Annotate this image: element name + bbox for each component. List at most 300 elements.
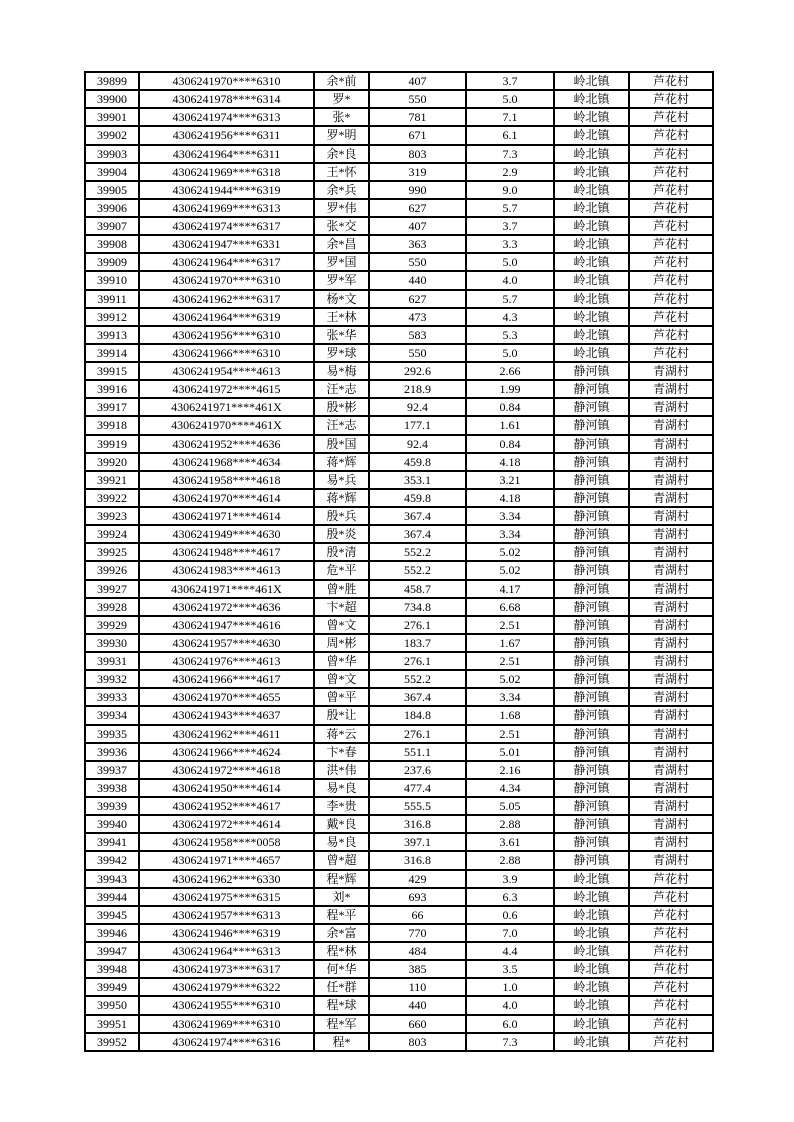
cell-serial-number: 39899 xyxy=(85,72,139,90)
cell-masked-name: 程*军 xyxy=(314,1015,369,1033)
cell-serial-number: 39919 xyxy=(85,435,139,453)
cell-amount: 583 xyxy=(369,326,466,344)
cell-serial-number: 39923 xyxy=(85,507,139,525)
cell-serial-number: 39937 xyxy=(85,761,139,779)
cell-serial-number: 39912 xyxy=(85,308,139,326)
cell-amount: 555.5 xyxy=(369,797,466,815)
cell-town: 岭北镇 xyxy=(554,253,629,271)
cell-masked-name: 罗*军 xyxy=(314,271,369,289)
cell-serial-number: 39903 xyxy=(85,145,139,163)
cell-serial-number: 39900 xyxy=(85,90,139,108)
cell-amount: 552.2 xyxy=(369,670,466,688)
table-row xyxy=(85,652,713,670)
cell-masked-name: 程*林 xyxy=(314,942,369,960)
cell-amount: 803 xyxy=(369,1033,466,1051)
cell-village: 青湖村 xyxy=(629,489,713,507)
cell-amount: 183.7 xyxy=(369,634,466,652)
cell-amount: 458.7 xyxy=(369,580,466,598)
cell-village: 青湖村 xyxy=(629,580,713,598)
cell-town: 静河镇 xyxy=(554,362,629,380)
cell-masked-name: 蒋*云 xyxy=(314,725,369,743)
table-row xyxy=(85,779,713,797)
cell-amount: 627 xyxy=(369,199,466,217)
cell-town: 静河镇 xyxy=(554,725,629,743)
table-row xyxy=(85,344,713,362)
table-row xyxy=(85,634,713,652)
cell-amount: 552.2 xyxy=(369,543,466,561)
cell-amount-secondary: 0.84 xyxy=(466,398,554,416)
cell-town: 静河镇 xyxy=(554,815,629,833)
cell-masked-id-number: 4306241962****6330 xyxy=(139,870,314,888)
cell-amount: 218.9 xyxy=(369,380,466,398)
cell-village: 芦花村 xyxy=(629,1033,713,1051)
cell-village: 青湖村 xyxy=(629,634,713,652)
cell-amount: 397.1 xyxy=(369,833,466,851)
cell-amount: 184.8 xyxy=(369,706,466,724)
cell-masked-name: 曾*文 xyxy=(314,616,369,634)
cell-amount: 177.1 xyxy=(369,416,466,434)
cell-masked-id-number: 4306241979****6322 xyxy=(139,978,314,996)
cell-masked-name: 张*交 xyxy=(314,217,369,235)
cell-amount-secondary: 7.3 xyxy=(466,145,554,163)
cell-village: 芦花村 xyxy=(629,870,713,888)
table-row xyxy=(85,271,713,289)
cell-serial-number: 39909 xyxy=(85,253,139,271)
cell-town: 静河镇 xyxy=(554,380,629,398)
table-row xyxy=(85,888,713,906)
cell-amount-secondary: 4.0 xyxy=(466,271,554,289)
cell-masked-name: 易*良 xyxy=(314,779,369,797)
cell-serial-number: 39931 xyxy=(85,652,139,670)
table-row xyxy=(85,163,713,181)
cell-town: 静河镇 xyxy=(554,580,629,598)
cell-serial-number: 39935 xyxy=(85,725,139,743)
cell-amount-secondary: 2.66 xyxy=(466,362,554,380)
cell-amount: 292.6 xyxy=(369,362,466,380)
cell-serial-number: 39938 xyxy=(85,779,139,797)
cell-masked-id-number: 4306241962****6317 xyxy=(139,290,314,308)
cell-masked-name: 洪*伟 xyxy=(314,761,369,779)
cell-village: 青湖村 xyxy=(629,797,713,815)
cell-village: 青湖村 xyxy=(629,815,713,833)
table-row xyxy=(85,580,713,598)
cell-amount-secondary: 4.4 xyxy=(466,942,554,960)
cell-amount-secondary: 2.51 xyxy=(466,616,554,634)
cell-masked-id-number: 4306241946****6319 xyxy=(139,924,314,942)
cell-masked-name: 罗*伟 xyxy=(314,199,369,217)
cell-masked-name: 易*兵 xyxy=(314,471,369,489)
cell-amount-secondary: 4.18 xyxy=(466,453,554,471)
cell-village: 芦花村 xyxy=(629,108,713,126)
cell-serial-number: 39949 xyxy=(85,978,139,996)
cell-town: 静河镇 xyxy=(554,833,629,851)
table-row xyxy=(85,72,713,90)
cell-masked-id-number: 4306241969****6318 xyxy=(139,163,314,181)
cell-serial-number: 39940 xyxy=(85,815,139,833)
cell-serial-number: 39918 xyxy=(85,416,139,434)
cell-masked-id-number: 4306241970****4655 xyxy=(139,688,314,706)
cell-town: 静河镇 xyxy=(554,652,629,670)
cell-masked-name: 王*怀 xyxy=(314,163,369,181)
table-row xyxy=(85,145,713,163)
cell-town: 岭北镇 xyxy=(554,163,629,181)
cell-amount: 92.4 xyxy=(369,398,466,416)
cell-town: 静河镇 xyxy=(554,779,629,797)
cell-amount-secondary: 3.7 xyxy=(466,72,554,90)
cell-amount-secondary: 2.51 xyxy=(466,725,554,743)
cell-town: 静河镇 xyxy=(554,543,629,561)
cell-amount-secondary: 9.0 xyxy=(466,181,554,199)
table-row xyxy=(85,942,713,960)
table-row xyxy=(85,416,713,434)
table-row xyxy=(85,1033,713,1051)
cell-serial-number: 39916 xyxy=(85,380,139,398)
cell-town: 岭北镇 xyxy=(554,978,629,996)
table-row xyxy=(85,815,713,833)
cell-amount-secondary: 4.3 xyxy=(466,308,554,326)
cell-masked-id-number: 4306241956****6310 xyxy=(139,326,314,344)
cell-amount: 671 xyxy=(369,126,466,144)
cell-masked-id-number: 4306241971****4614 xyxy=(139,507,314,525)
cell-amount-secondary: 6.1 xyxy=(466,126,554,144)
cell-town: 岭北镇 xyxy=(554,344,629,362)
cell-masked-name: 曾*平 xyxy=(314,688,369,706)
cell-amount: 316.8 xyxy=(369,851,466,869)
cell-amount: 407 xyxy=(369,72,466,90)
cell-masked-name: 余*兵 xyxy=(314,181,369,199)
cell-masked-name: 蒋*辉 xyxy=(314,489,369,507)
cell-village: 青湖村 xyxy=(629,833,713,851)
cell-masked-name: 刘* xyxy=(314,888,369,906)
cell-village: 青湖村 xyxy=(629,507,713,525)
table-row xyxy=(85,851,713,869)
table-row xyxy=(85,253,713,271)
cell-amount-secondary: 7.1 xyxy=(466,108,554,126)
cell-town: 静河镇 xyxy=(554,706,629,724)
table-row xyxy=(85,380,713,398)
cell-serial-number: 39933 xyxy=(85,688,139,706)
cell-village: 青湖村 xyxy=(629,398,713,416)
cell-village: 青湖村 xyxy=(629,525,713,543)
cell-masked-name: 余*富 xyxy=(314,924,369,942)
cell-serial-number: 39934 xyxy=(85,706,139,724)
cell-masked-id-number: 4306241952****4617 xyxy=(139,797,314,815)
cell-serial-number: 39936 xyxy=(85,743,139,761)
cell-amount: 316.8 xyxy=(369,815,466,833)
cell-amount-secondary: 1.99 xyxy=(466,380,554,398)
cell-masked-name: 杨*文 xyxy=(314,290,369,308)
cell-masked-id-number: 4306241944****6319 xyxy=(139,181,314,199)
cell-town: 静河镇 xyxy=(554,616,629,634)
cell-village: 芦花村 xyxy=(629,163,713,181)
cell-masked-id-number: 4306241962****4611 xyxy=(139,725,314,743)
cell-village: 青湖村 xyxy=(629,416,713,434)
cell-village: 芦花村 xyxy=(629,978,713,996)
cell-masked-id-number: 4306241947****6331 xyxy=(139,235,314,253)
cell-masked-name: 汪*志 xyxy=(314,416,369,434)
cell-village: 青湖村 xyxy=(629,761,713,779)
cell-amount: 276.1 xyxy=(369,725,466,743)
cell-masked-id-number: 4306241964****6319 xyxy=(139,308,314,326)
cell-amount: 459.8 xyxy=(369,489,466,507)
cell-masked-name: 周*彬 xyxy=(314,634,369,652)
cell-amount-secondary: 3.5 xyxy=(466,960,554,978)
cell-masked-id-number: 4306241970****6310 xyxy=(139,72,314,90)
cell-town: 静河镇 xyxy=(554,561,629,579)
cell-amount-secondary: 2.9 xyxy=(466,163,554,181)
cell-town: 岭北镇 xyxy=(554,308,629,326)
cell-town: 静河镇 xyxy=(554,670,629,688)
cell-amount: 770 xyxy=(369,924,466,942)
cell-masked-id-number: 4306241974****6313 xyxy=(139,108,314,126)
cell-masked-id-number: 4306241956****6311 xyxy=(139,126,314,144)
cell-amount: 473 xyxy=(369,308,466,326)
cell-masked-id-number: 4306241974****6316 xyxy=(139,1033,314,1051)
cell-town: 岭北镇 xyxy=(554,888,629,906)
cell-town: 岭北镇 xyxy=(554,1015,629,1033)
cell-town: 岭北镇 xyxy=(554,906,629,924)
cell-amount-secondary: 3.34 xyxy=(466,525,554,543)
table-row xyxy=(85,797,713,815)
cell-masked-id-number: 4306241973****6317 xyxy=(139,960,314,978)
records-table xyxy=(84,71,714,1052)
cell-town: 静河镇 xyxy=(554,761,629,779)
cell-masked-id-number: 4306241966****4624 xyxy=(139,743,314,761)
cell-village: 青湖村 xyxy=(629,471,713,489)
cell-serial-number: 39922 xyxy=(85,489,139,507)
cell-serial-number: 39924 xyxy=(85,525,139,543)
cell-serial-number: 39914 xyxy=(85,344,139,362)
table-row xyxy=(85,706,713,724)
cell-masked-id-number: 4306241975****6315 xyxy=(139,888,314,906)
cell-village: 芦花村 xyxy=(629,199,713,217)
cell-amount-secondary: 3.34 xyxy=(466,688,554,706)
cell-serial-number: 39905 xyxy=(85,181,139,199)
cell-amount: 110 xyxy=(369,978,466,996)
cell-village: 青湖村 xyxy=(629,362,713,380)
table-row xyxy=(85,108,713,126)
cell-serial-number: 39950 xyxy=(85,996,139,1014)
table-row xyxy=(85,906,713,924)
cell-village: 芦花村 xyxy=(629,217,713,235)
table-row xyxy=(85,616,713,634)
cell-town: 静河镇 xyxy=(554,598,629,616)
cell-amount-secondary: 4.34 xyxy=(466,779,554,797)
cell-serial-number: 39951 xyxy=(85,1015,139,1033)
table-row xyxy=(85,725,713,743)
cell-town: 岭北镇 xyxy=(554,90,629,108)
table-row xyxy=(85,870,713,888)
cell-amount: 385 xyxy=(369,960,466,978)
cell-masked-name: 易*梅 xyxy=(314,362,369,380)
cell-masked-id-number: 4306241976****4613 xyxy=(139,652,314,670)
cell-village: 青湖村 xyxy=(629,453,713,471)
cell-amount-secondary: 5.02 xyxy=(466,561,554,579)
cell-amount: 550 xyxy=(369,253,466,271)
cell-masked-name: 程*球 xyxy=(314,996,369,1014)
cell-serial-number: 39911 xyxy=(85,290,139,308)
cell-amount: 550 xyxy=(369,90,466,108)
cell-amount-secondary: 5.0 xyxy=(466,253,554,271)
cell-serial-number: 39945 xyxy=(85,906,139,924)
cell-town: 静河镇 xyxy=(554,743,629,761)
cell-amount-secondary: 0.6 xyxy=(466,906,554,924)
table-row xyxy=(85,181,713,199)
table-row xyxy=(85,688,713,706)
cell-masked-name: 罗* xyxy=(314,90,369,108)
cell-masked-name: 罗*球 xyxy=(314,344,369,362)
cell-amount: 319 xyxy=(369,163,466,181)
cell-amount-secondary: 5.02 xyxy=(466,670,554,688)
table-row xyxy=(85,471,713,489)
cell-serial-number: 39947 xyxy=(85,942,139,960)
cell-amount: 367.4 xyxy=(369,507,466,525)
cell-town: 静河镇 xyxy=(554,688,629,706)
table-row xyxy=(85,217,713,235)
cell-serial-number: 39908 xyxy=(85,235,139,253)
cell-masked-id-number: 4306241964****6313 xyxy=(139,942,314,960)
cell-village: 芦花村 xyxy=(629,181,713,199)
cell-masked-name: 戴*良 xyxy=(314,815,369,833)
cell-amount: 367.4 xyxy=(369,688,466,706)
cell-town: 岭北镇 xyxy=(554,996,629,1014)
cell-masked-id-number: 4306241947****4616 xyxy=(139,616,314,634)
cell-town: 岭北镇 xyxy=(554,126,629,144)
cell-masked-id-number: 4306241970****4614 xyxy=(139,489,314,507)
cell-amount-secondary: 2.88 xyxy=(466,851,554,869)
cell-masked-name: 王*林 xyxy=(314,308,369,326)
cell-town: 岭北镇 xyxy=(554,271,629,289)
cell-village: 芦花村 xyxy=(629,235,713,253)
cell-town: 岭北镇 xyxy=(554,942,629,960)
cell-amount: 734.8 xyxy=(369,598,466,616)
cell-masked-name: 殷*国 xyxy=(314,435,369,453)
cell-serial-number: 39910 xyxy=(85,271,139,289)
cell-town: 静河镇 xyxy=(554,416,629,434)
table-row xyxy=(85,996,713,1014)
cell-amount-secondary: 1.68 xyxy=(466,706,554,724)
cell-amount: 627 xyxy=(369,290,466,308)
cell-town: 岭北镇 xyxy=(554,145,629,163)
cell-village: 芦花村 xyxy=(629,924,713,942)
cell-amount: 440 xyxy=(369,271,466,289)
cell-town: 静河镇 xyxy=(554,525,629,543)
cell-masked-name: 余*良 xyxy=(314,145,369,163)
cell-masked-name: 程*辉 xyxy=(314,870,369,888)
cell-amount-secondary: 0.84 xyxy=(466,435,554,453)
cell-serial-number: 39904 xyxy=(85,163,139,181)
cell-village: 芦花村 xyxy=(629,72,713,90)
cell-amount-secondary: 1.0 xyxy=(466,978,554,996)
cell-masked-id-number: 4306241949****4630 xyxy=(139,525,314,543)
cell-serial-number: 39901 xyxy=(85,108,139,126)
cell-masked-name: 任*群 xyxy=(314,978,369,996)
table-row xyxy=(85,561,713,579)
cell-town: 岭北镇 xyxy=(554,924,629,942)
cell-amount: 367.4 xyxy=(369,525,466,543)
cell-village: 青湖村 xyxy=(629,706,713,724)
cell-town: 岭北镇 xyxy=(554,326,629,344)
cell-masked-name: 殷*让 xyxy=(314,706,369,724)
table-row xyxy=(85,435,713,453)
cell-town: 静河镇 xyxy=(554,634,629,652)
cell-village: 青湖村 xyxy=(629,725,713,743)
cell-town: 岭北镇 xyxy=(554,181,629,199)
cell-village: 青湖村 xyxy=(629,652,713,670)
cell-serial-number: 39913 xyxy=(85,326,139,344)
cell-serial-number: 39932 xyxy=(85,670,139,688)
cell-masked-name: 汪*志 xyxy=(314,380,369,398)
cell-masked-id-number: 4306241972****4615 xyxy=(139,380,314,398)
cell-amount-secondary: 1.61 xyxy=(466,416,554,434)
cell-serial-number: 39942 xyxy=(85,851,139,869)
cell-amount: 693 xyxy=(369,888,466,906)
cell-amount-secondary: 3.34 xyxy=(466,507,554,525)
cell-masked-name: 余*昌 xyxy=(314,235,369,253)
cell-village: 青湖村 xyxy=(629,616,713,634)
cell-amount: 363 xyxy=(369,235,466,253)
cell-serial-number: 39902 xyxy=(85,126,139,144)
cell-masked-id-number: 4306241968****4634 xyxy=(139,453,314,471)
cell-amount: 550 xyxy=(369,344,466,362)
cell-serial-number: 39920 xyxy=(85,453,139,471)
cell-village: 芦花村 xyxy=(629,996,713,1014)
cell-town: 岭北镇 xyxy=(554,290,629,308)
cell-amount-secondary: 1.67 xyxy=(466,634,554,652)
cell-village: 青湖村 xyxy=(629,598,713,616)
cell-masked-name: 曾*胜 xyxy=(314,580,369,598)
cell-village: 芦花村 xyxy=(629,126,713,144)
cell-amount-secondary: 6.3 xyxy=(466,888,554,906)
cell-amount-secondary: 4.0 xyxy=(466,996,554,1014)
cell-serial-number: 39907 xyxy=(85,217,139,235)
table-row xyxy=(85,398,713,416)
cell-village: 芦花村 xyxy=(629,942,713,960)
cell-village: 青湖村 xyxy=(629,851,713,869)
cell-masked-id-number: 4306241969****6313 xyxy=(139,199,314,217)
cell-village: 青湖村 xyxy=(629,543,713,561)
cell-amount-secondary: 5.05 xyxy=(466,797,554,815)
cell-amount-secondary: 3.7 xyxy=(466,217,554,235)
cell-masked-id-number: 4306241943****4637 xyxy=(139,706,314,724)
cell-masked-name: 殷*彬 xyxy=(314,398,369,416)
cell-town: 岭北镇 xyxy=(554,1033,629,1051)
cell-masked-name: 李*贵 xyxy=(314,797,369,815)
cell-masked-id-number: 4306241970****6310 xyxy=(139,271,314,289)
cell-village: 青湖村 xyxy=(629,561,713,579)
cell-amount: 551.1 xyxy=(369,743,466,761)
cell-masked-name: 张* xyxy=(314,108,369,126)
cell-masked-id-number: 4306241957****6313 xyxy=(139,906,314,924)
cell-amount: 552.2 xyxy=(369,561,466,579)
cell-masked-id-number: 4306241950****4614 xyxy=(139,779,314,797)
cell-masked-id-number: 4306241964****6311 xyxy=(139,145,314,163)
cell-village: 芦花村 xyxy=(629,271,713,289)
cell-amount: 484 xyxy=(369,942,466,960)
cell-masked-id-number: 4306241971****461X xyxy=(139,580,314,598)
cell-amount-secondary: 5.0 xyxy=(466,90,554,108)
cell-masked-name: 曾*华 xyxy=(314,652,369,670)
cell-village: 芦花村 xyxy=(629,253,713,271)
cell-amount-secondary: 5.7 xyxy=(466,290,554,308)
cell-town: 静河镇 xyxy=(554,489,629,507)
table-row xyxy=(85,924,713,942)
table-row xyxy=(85,543,713,561)
cell-amount: 66 xyxy=(369,906,466,924)
cell-masked-id-number: 4306241964****6317 xyxy=(139,253,314,271)
cell-town: 静河镇 xyxy=(554,851,629,869)
table-row xyxy=(85,308,713,326)
